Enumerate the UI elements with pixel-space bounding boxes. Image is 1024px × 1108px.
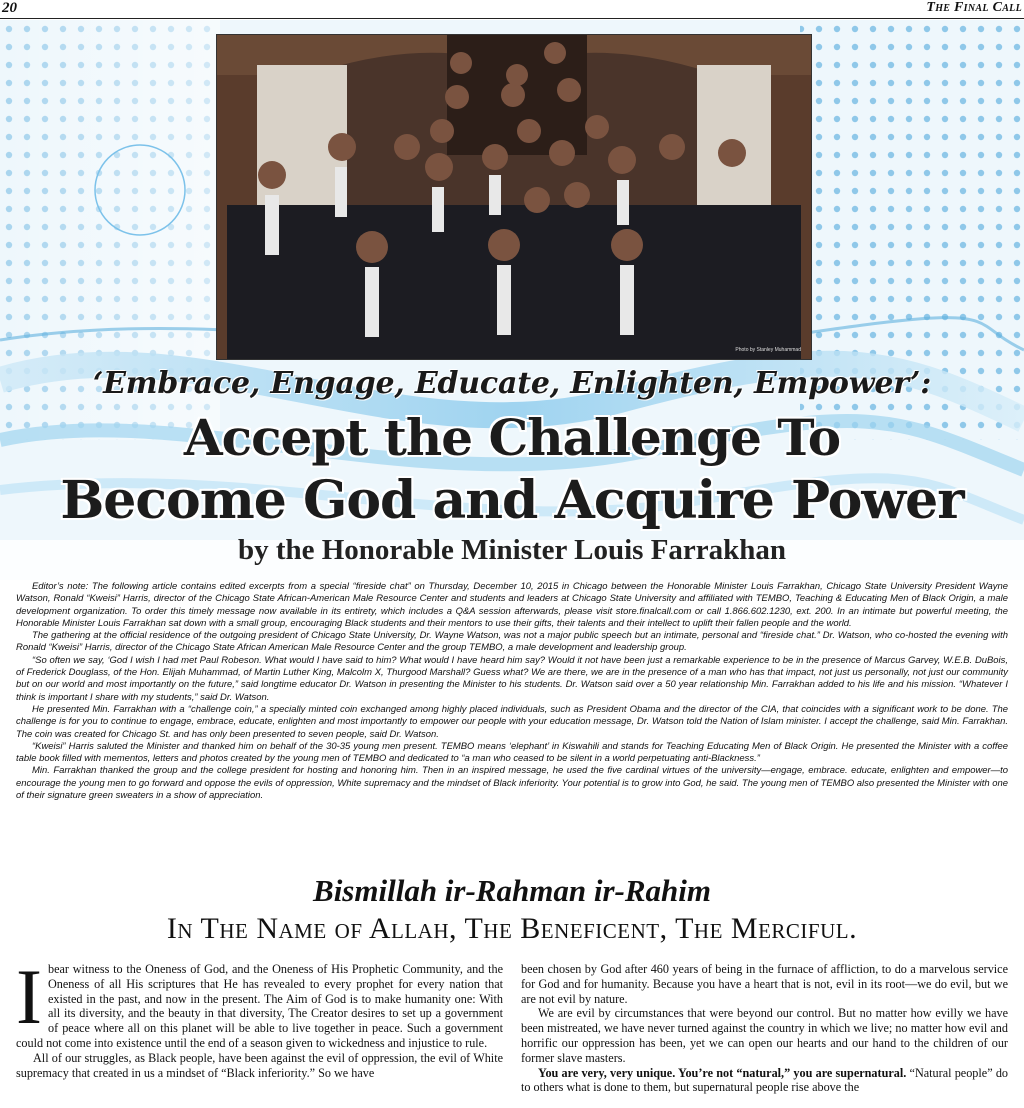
bismillah-heading: Bismillah ir-Rahman ir-Rahim [313, 873, 711, 908]
body-paragraph: We are evil by circumstances that were beyond our control. But no matter how evilly we have been mistreated, we have never turned against the country in which we live; no matter how evil and horrific our oppression has been, yet we can open our hearts and our hand to the children of our former slave masters. [521, 1006, 1008, 1065]
body-paragraph: All of our struggles, as Black people, have been against the evil of oppression, the evil of White supremacy that created in us a mindset of “Black inferiority.” So we have [16, 1050, 503, 1080]
headline-line-2: Become God and Acquire Power [60, 470, 964, 531]
editor-paragraph: The gathering at the official residence of the outgoing president of Chicago State University, Dr. Wayne Watson, was not a major public speech but an intimate, personal and “fireside chat.” Dr. Watson, who co-hosted the evening with Ronald “Kweisi” Harris, director of the Chicago State African American Male Resource Center and the group TEMBO, a male development and leadership group. [16, 630, 1008, 654]
editor-paragraph: He presented Min. Farrakhan with a “challenge coin,” a specially minted coin exchanged among highly placed individuals, such as President Obama and the director of the CIA, that coincides with a significant work to be done. The challenge is for you to continue to engage, embrace, educate, enlighten and most importantly to empower our people with your education message, Dr. Watson told the Nation of Islam minister. I accept the challenge, said Min. Farrakhan. The coin was created for Chicago St. and has only been presented to seven people, said Dr. Watson. [16, 703, 1008, 740]
body-text: bear witness to the Oneness of God, and the Oneness of His Prophetic Community, and the Oneness of all His scriptures that He has revealed to every prophet for every nation that existed in the past, and now in the present. The Aim of God is to make humanity one: With all its diversity, and the beauty in that diversity, The Creator desires to set up a government of peace where all on this planet will be able to live together in peace. Such a government could not come into existence until the end of a season given to wickedness and injustice to rule. [16, 962, 503, 1050]
publication-name: The Final Call [926, 0, 1022, 15]
emphasis-text: You are very, very unique. You’re not “natural,” you are supernatural. [538, 1065, 907, 1080]
body-paragraph: been chosen by God after 460 years of being in the furnace of affliction, to do a marvelous service for God and for humanity. Because you have a heart that is not, evil in its root—we do evil, but we are not evil by nature. [521, 962, 1008, 1006]
headline-line-1: Accept the Challenge To [183, 408, 841, 467]
body-column-2 [521, 962, 1008, 1095]
byline: by the Honorable Minister Louis Farrakhan [237, 534, 787, 566]
article-subhead: ‘Embrace, Engage, Educate, Enlighten, Empower’: [92, 366, 932, 401]
page-number: 20 [2, 0, 17, 16]
group-photo [216, 34, 812, 360]
photo-credit: Photo by Stanley Muhammad [735, 347, 801, 353]
editor-paragraph: Min. Farrakhan thanked the group and the college president for hosting and honoring him. Then in an inspired message, he used the five cardinal virtues of the university—engage, embrace. educate, enlighten and empower—to encourage the young men to go forward and oppose the evils of oppression, White supremacy and the mindset of Black inferiority. Your potential is to grow into God, he said. The young men of TEMBO also presented the Minister with one of their signature green sweaters in a show of appreciation. [16, 765, 1008, 802]
drop-cap: I [16, 953, 42, 1040]
body-text: “Natural people” do to others what is done to them, but supernatural people rise above the [521, 1065, 1009, 1095]
editor-note [16, 581, 1008, 802]
editor-paragraph: “So often we say, ‘God I wish I had met Paul Robeson. What would I have said to him? What would I have heard him say? Would it not have been just a remarkable experience to be in the presence of Marcus Garvey, W.E.B. DuBois, of Frederick Douglass, of the Hon. Elijah Muhammad, of Martin Luther King, Malcolm X, Thurgood Marshall? Guess what? We are there, we are in the presence of a man who has that impact, not just us personally, not just our community but on our world and most importantly on the future,” said longtime educator Dr. Watson in presenting the Minister to his students. Dr. Watson said over a 50 year relationship Min. Farrakhan added to his life and his mission. “Whatever I think is important I share with my students,” said Dr. Watson. [16, 654, 1008, 703]
body-column-1 [16, 953, 503, 1080]
editor-paragraph: “Kweisi” Harris saluted the Minister and thanked him on behalf of the 30-35 young men present. TEMBO means ‘elephant’ in Kiswahili and stands for Teaching Educating Men of Black Origin. He presented the Minister with a coffee table book filled with mementos, letters and photos created by the young men of TEMBO and dedicated to “a man who ceased to be silent in a world perpetuating anti-Blackness.” [16, 740, 1008, 765]
editor-paragraph: Editor’s note: The following article contains edited excerpts from a special “fireside chat” on Thursday, December 10, 2015 in Chicago between the Honorable Minister Louis Farrakhan, Chicago State University President Wayne Watson, Ronald “Kweisi” Harris, director of the Chicago State African-American Male Resource Center and students and leaders at Chicago State University and affiliated with TEMBO, Teaching & Educating Men of Black Origin, a male development organization. To order this timely message now available in its entirety, which includes a Q&A session afterwards, please visit store.finalcall.com or call 1.866.602.1230, ext. 200. In an intimate but powerful meeting, the Honorable Minister Louis Farrakhan sat down with a small group, encouraging Black students and their mentors to use their gifts, their talents and their intellect to uplift their fallen people and the world. [16, 581, 1008, 629]
page-header [0, 0, 1024, 19]
in-the-name-heading: In The Name of Allah, The Beneficent, The Merciful. [166, 912, 858, 945]
body-paragraph [16, 953, 503, 1051]
body-paragraph [521, 1066, 1008, 1096]
